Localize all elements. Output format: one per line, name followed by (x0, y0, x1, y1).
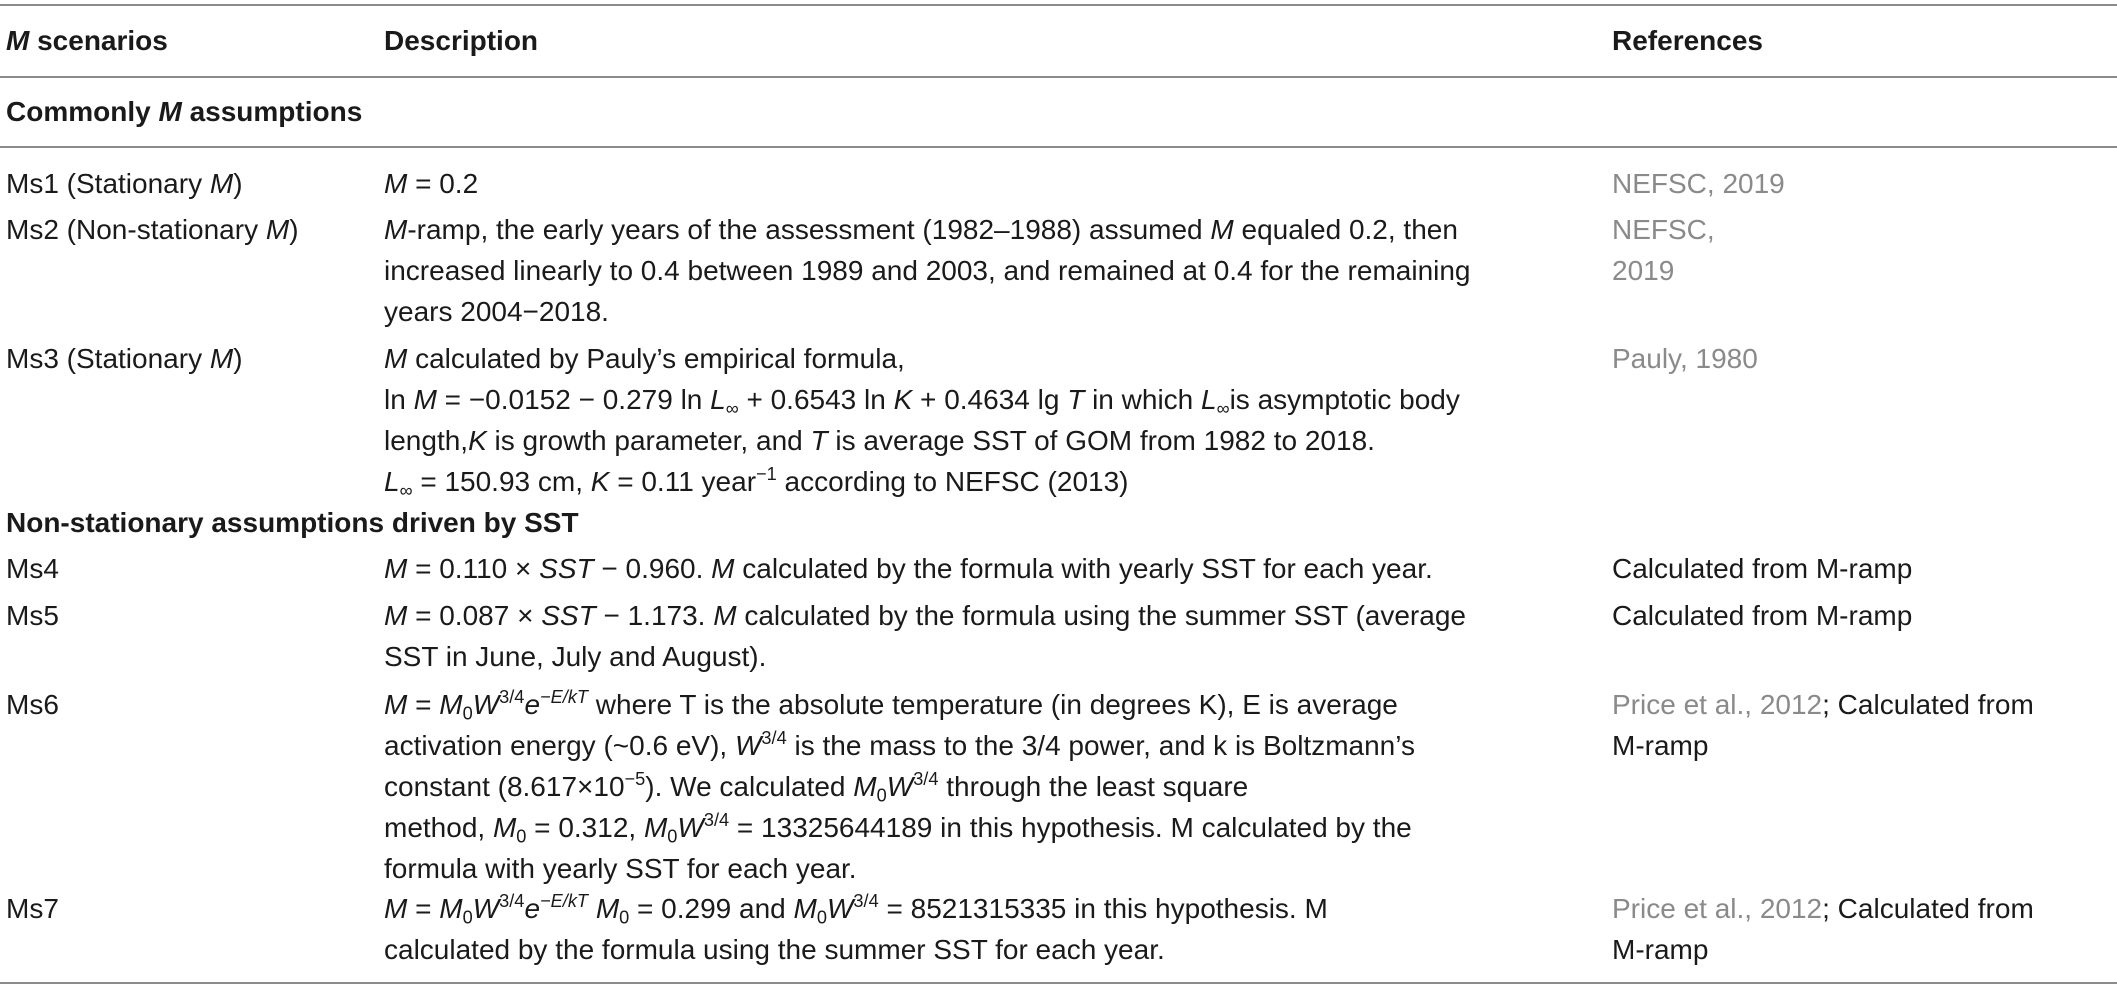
row-ms7-description-line2: calculated by the formula using the summer SST for each year. (384, 934, 1165, 965)
row-ms4-label: Ms4 (6, 553, 59, 584)
row-ms4-reference: Calculated from M-ramp (1612, 553, 1913, 584)
section-common-assumptions: Commonly M assumptions (6, 96, 363, 127)
row-ms5-reference: Calculated from M-ramp (1612, 600, 1913, 631)
row-ms3-label: Ms3 (Stationary M) (6, 343, 243, 374)
row-ms2-reference-line1[interactable]: NEFSC, (1612, 214, 1715, 245)
row-ms2-description-line3: years 2004−2018. (384, 296, 609, 327)
row-ms3-description-line3: length,K is growth parameter, and T is average SST of GOM from 1982 to 2018. (384, 425, 1375, 456)
top-rule (0, 4, 2117, 6)
row-ms5-description-line1: M = 0.087 × SST − 1.173. M calculated by the formula using the summer SST (average (384, 600, 1466, 631)
row-ms1-label: Ms1 (Stationary M) (6, 168, 243, 199)
row-ms6-description-line2: activation energy (~0.6 eV), $W^{3/4}$ is the mass to the 3/4 power, and k is Boltzmann’s (384, 728, 1415, 761)
row-ms6-label: Ms6 (6, 689, 59, 720)
bottom-rule (0, 982, 2117, 984)
row-ms2-description-line2: increased linearly to 0.4 between 1989 and 2003, and remained at 0.4 for the remaining (384, 255, 1471, 286)
row-ms6-description-line4: method, $M_0 = 0.312$, $M_0W^{3/4} = 13325644189$ in this hypothesis. M calculated by the (384, 810, 1412, 847)
row-ms3-description-line4: $L_\infty = 150.93$ cm, K = 0.11 year$^{-1}$ according to NEFSC (2013) (384, 464, 1129, 501)
row-ms3-description-line2: ln M = −0.0152 − 0.279 $\ln L_\infty + 0.6543$ ln K + 0.4634 lg T in which $L_\infty is$ asymptotic body (384, 384, 1460, 419)
row-ms6-description-line3: constant $(8.617\times 10^{-5})$. We calculated $M_0W^{3/4}$ through the least square (384, 769, 1249, 806)
row-ms5-label: Ms5 (6, 600, 59, 631)
section-sst-assumptions: Non-stationary assumptions driven by SST (6, 507, 579, 538)
row-ms1-reference[interactable]: NEFSC, 2019 (1612, 168, 1785, 199)
row-ms1-description: M = 0.2 (384, 168, 479, 199)
row-ms6-reference-link[interactable]: Price et al., 2012 (1612, 689, 1823, 720)
header-rule (0, 76, 2117, 78)
header-scenarios: M scenarios (6, 25, 168, 56)
row-ms2-reference-line2[interactable]: 2019 (1612, 255, 1675, 286)
section-rule (0, 146, 2117, 148)
row-ms2-description-line1: M-ramp, the early years of the assessment (1982–1988) assumed M equaled 0.2, then (384, 214, 1458, 245)
header-references: References (1612, 25, 1763, 56)
row-ms3-reference[interactable]: Pauly, 1980 (1612, 343, 1758, 374)
header-description: Description (384, 25, 539, 56)
row-ms6-reference-line1: Price et al., 2012; Calculated from (1612, 689, 2034, 720)
row-ms6-reference-line2: M-ramp (1612, 730, 1709, 761)
row-ms6-description-line1: $M = M_0W^{3/4}e^{-E/kT}$ where T is the absolute temperature (in degrees K), E is average (384, 687, 1398, 724)
row-ms5-description-line2: SST in June, July and August). (384, 641, 767, 672)
row-ms7-description-line1: $M = M_0W^{3/4}e^{-E/kT}$ $M_0 = 0.299$ and $M_0W^{3/4} = 8521315335$ in this hypothesis. M (384, 891, 1328, 928)
row-ms6-description-line5: formula with yearly SST for each year. (384, 853, 857, 884)
row-ms7-label: Ms7 (6, 893, 59, 924)
row-ms4-description: M = 0.110 × SST − 0.960. M calculated by the formula with yearly SST for each year. (384, 553, 1433, 584)
row-ms7-reference-link[interactable]: Price et al., 2012 (1612, 893, 1823, 924)
row-ms7-reference-line1: Price et al., 2012; Calculated from (1612, 893, 2034, 924)
row-ms3-description-line1: M calculated by Pauly’s empirical formula, (384, 343, 905, 374)
row-ms7-reference-line2: M-ramp (1612, 934, 1709, 965)
row-ms2-label: Ms2 (Non-stationary M) (6, 214, 299, 245)
